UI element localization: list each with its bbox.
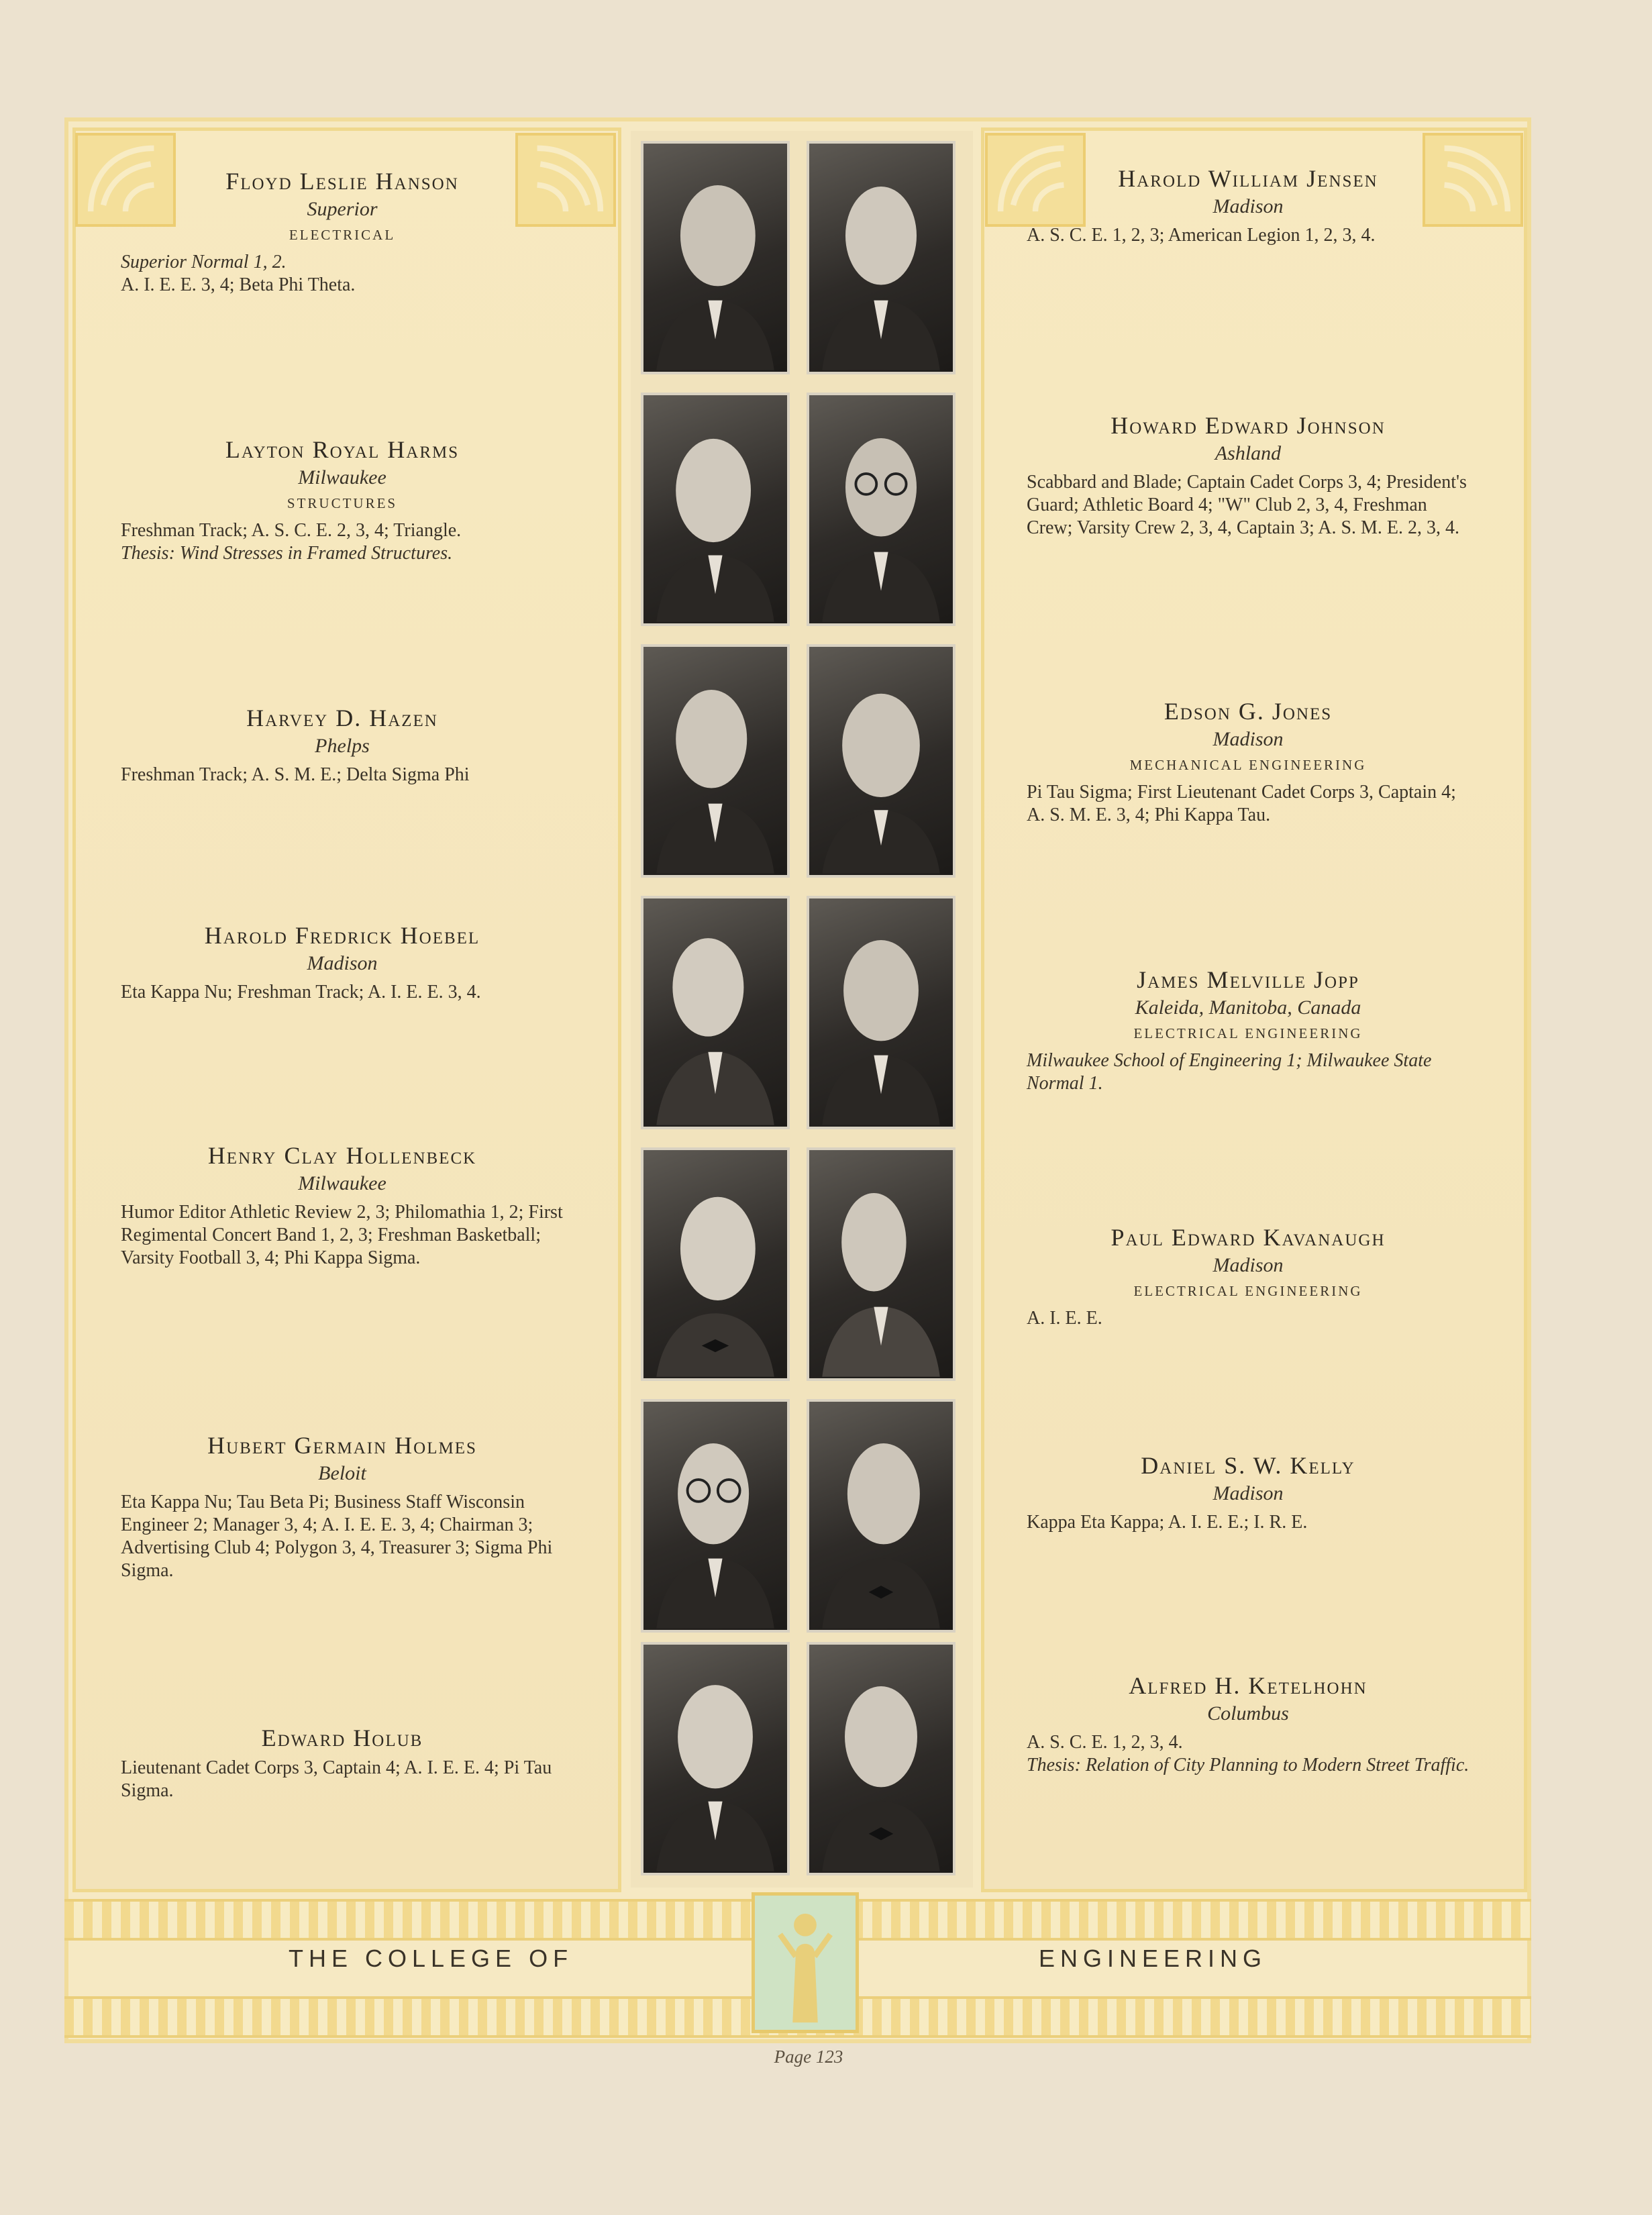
student-name: Daniel S. W. Kelly [1141, 1452, 1355, 1479]
activities [1027, 471, 1469, 539]
portrait-photo-johnson [807, 393, 956, 626]
activities [121, 1757, 564, 1802]
activities-text: Scabbard and Blade; Captain Cadet Corps 3, 4; President's Guard; Athletic Board 4; "W" Club 2, 3, 4, Freshman Crew; Varsity Crew 2, 3, 4, Captain 3; A. S. M. E. 2, 3, 4. [1027, 472, 1467, 538]
activities [1027, 781, 1469, 827]
portrait-photo-hazen [641, 644, 790, 878]
portrait-photo-kelly [807, 1399, 956, 1633]
entry-hanson [121, 166, 564, 297]
activities [121, 764, 564, 786]
activities [1027, 1307, 1469, 1330]
thesis: Thesis: Relation of City Planning to Modern Street Traffic. [1027, 1755, 1469, 1775]
course: ELECTRICAL ENGINEERING [1133, 1283, 1363, 1299]
entry-hazen [121, 703, 564, 786]
course: MECHANICAL ENGINEERING [1129, 757, 1367, 773]
hometown: Milwaukee [298, 466, 386, 488]
hometown: Milwaukee [298, 1172, 386, 1194]
student-name: Henry Clay Hollenbeck [207, 1142, 477, 1169]
course: ELECTRICAL ENGINEERING [1133, 1025, 1363, 1041]
student-name: Howard Edward Johnson [1111, 412, 1386, 439]
portrait-photo-holmes [641, 1399, 790, 1633]
page-number: Page 123 [774, 2047, 843, 2067]
hometown: Madison [1212, 728, 1284, 750]
entry-hollenbeck [121, 1141, 564, 1270]
activities [1027, 224, 1469, 247]
activities-text: Eta Kappa Nu; Freshman Track; A. I. E. E. 3, 4. [121, 982, 481, 1002]
entry-ketelhohn [1027, 1671, 1469, 1777]
portrait-photo-hollenbeck [641, 1147, 790, 1381]
student-name: James Melville Jopp [1137, 966, 1359, 993]
portrait-photo-jensen [807, 141, 956, 374]
portrait-column [631, 131, 973, 1888]
activities-text: Pi Tau Sigma; First Lieutenant Cadet Corps 3, Captain 4; A. S. M. E. 3, 4; Phi Kappa Tau. [1027, 782, 1456, 825]
course: ELECTRICAL [289, 227, 396, 243]
student-name: Floyd Leslie Hanson [225, 168, 459, 195]
activities [121, 1201, 564, 1270]
activities [1027, 1731, 1469, 1777]
student-name: Harold Fredrick Hoebel [204, 922, 480, 949]
portrait-photo-hoebel [641, 896, 790, 1129]
hometown: Madison [1212, 195, 1284, 217]
prior-school: Superior Normal 1, 2. [121, 252, 287, 272]
hometown: Ashland [1215, 442, 1282, 464]
student-name: Harvey D. Hazen [246, 705, 438, 731]
entry-jones [1027, 697, 1469, 827]
footer-right-text: ENGINEERING [1039, 1945, 1268, 1972]
portrait-photo-hanson [641, 141, 790, 374]
portrait-photo-harms [641, 393, 790, 626]
course: STRUCTURES [287, 495, 398, 511]
thesis: Thesis: Wind Stresses in Framed Structures. [121, 543, 453, 564]
portrait-photo-jopp [807, 896, 956, 1129]
hometown: Kaleida, Manitoba, Canada [1135, 996, 1361, 1019]
activities [121, 251, 564, 297]
portrait-photo-ketelhohn [807, 1642, 956, 1875]
entry-kelly [1027, 1451, 1469, 1534]
hometown: Superior [307, 198, 378, 220]
activities-text: A. S. C. E. 1, 2, 3, 4. [1027, 1732, 1183, 1753]
hometown: Madison [307, 952, 378, 974]
activities [1027, 1049, 1469, 1095]
activities [121, 981, 564, 1004]
hometown: Madison [1212, 1482, 1284, 1504]
activities [121, 519, 564, 565]
entry-harms [121, 435, 564, 565]
activities-text: Lieutenant Cadet Corps 3, Captain 4; A. I. E. E. 4; Pi Tau Sigma. [121, 1757, 552, 1801]
portrait-photo-jones [807, 644, 956, 878]
prior-school: Milwaukee School of Engineering 1; Milwaukee State Normal 1. [1027, 1050, 1432, 1094]
entry-johnson [1027, 411, 1469, 539]
student-name: Edson G. Jones [1164, 698, 1333, 725]
portrait-photo-kavanaugh [807, 1147, 956, 1381]
figure-emblem-icon [752, 1892, 859, 2033]
activities-text: Eta Kappa Nu; Tau Beta Pi; Business Staff Wisconsin Engineer 2; Manager 3, 4; A. I. E. E. 3, 4; Chairman 3; Advertising Club 4; Polygon 3, 4, Treasurer 3; Sigma Phi Sigma. [121, 1492, 553, 1581]
activities-text: Humor Editor Athletic Review 2, 3; Philomathia 1, 2; First Regimental Concert Band 1, 2, 3; Freshman Basketball; Varsity Football 3, 4; Phi Kappa Sigma. [121, 1202, 563, 1268]
hometown: Madison [1212, 1254, 1284, 1276]
activities-text: A. S. C. E. 1, 2, 3; American Legion 1, 2, 3, 4. [1027, 225, 1376, 246]
activities-text: Kappa Eta Kappa; A. I. E. E.; I. R. E. [1027, 1512, 1308, 1533]
activities [121, 1491, 564, 1582]
left-text-panel [72, 127, 621, 1892]
activities-text: Freshman Track; A. S. C. E. 2, 3, 4; Triangle. [121, 520, 462, 541]
hometown: Columbus [1207, 1702, 1289, 1724]
portrait-photo-holub [641, 1642, 790, 1875]
entry-kavanaugh [1027, 1223, 1469, 1330]
hometown: Phelps [315, 735, 370, 757]
footer-left-text: THE COLLEGE OF [289, 1945, 574, 1972]
activities-text: A. I. E. E. [1027, 1308, 1102, 1329]
student-name: Layton Royal Harms [225, 436, 460, 463]
entry-holub [121, 1723, 564, 1802]
hometown: Beloit [318, 1462, 366, 1484]
entry-hoebel [121, 921, 564, 1004]
student-name: Edward Holub [261, 1724, 423, 1751]
entry-jensen [1027, 164, 1469, 247]
student-name: Harold William Jensen [1118, 165, 1378, 192]
activities-text: A. I. E. E. 3, 4; Beta Phi Theta. [121, 274, 356, 295]
student-name: Hubert Germain Holmes [207, 1432, 477, 1459]
entry-jopp [1027, 965, 1469, 1095]
student-name: Paul Edward Kavanaugh [1111, 1224, 1386, 1251]
entry-holmes [121, 1431, 564, 1582]
activities [1027, 1511, 1469, 1534]
activities-text: Freshman Track; A. S. M. E.; Delta Sigma Phi [121, 764, 470, 785]
student-name: Alfred H. Ketelhohn [1129, 1672, 1367, 1699]
